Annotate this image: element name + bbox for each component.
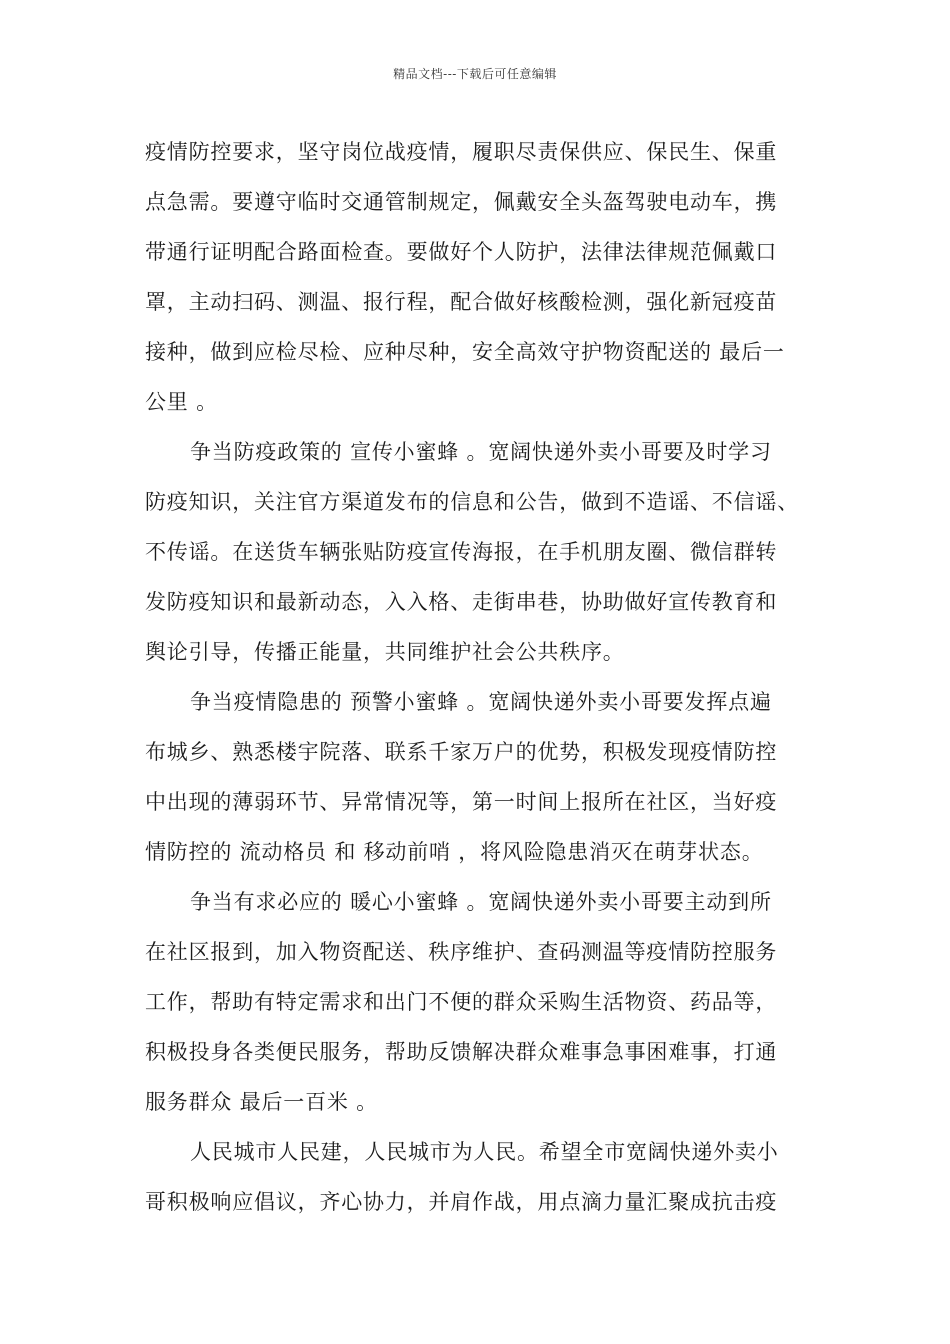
- text-line: 中出现的薄弱环节、异常情况等，第一时间上报所在社区，当好疫: [145, 790, 778, 814]
- text-line: 不传谣。在送货车辆张贴防疫宣传海报，在手机朋友圈、微信群转: [145, 540, 778, 564]
- text-line: 哥积极响应倡议，齐心协力，并肩作战，用点滴力量汇聚成抗击疫: [145, 1190, 778, 1214]
- text-line: 布城乡、熟悉楼宇院落、联系千家万户的优势，积极发现疫情防控: [145, 740, 778, 764]
- text-line: 防疫知识，关注官方渠道发布的信息和公告，做到不造谣、不信谣、: [145, 490, 799, 514]
- text-line: 工作，帮助有特定需求和出门不便的群众采购生活物资、药品等，: [145, 990, 778, 1014]
- paragraph-first-line: 争当防疫政策的 宣传小蜜蜂 。宽阔快递外卖小哥要及时学习: [190, 440, 772, 464]
- text-line: 服务群众 最后一百米 。: [145, 1090, 378, 1114]
- text-line: 疫情防控要求，坚守岗位战疫情，履职尽责保供应、保民生、保重: [145, 140, 778, 164]
- text-line: 情防控的 流动格员 和 移动前哨 ，将风险隐患消灭在萌芽状态。: [145, 840, 764, 864]
- page-header: 精品文档---下载后可任意编辑: [393, 67, 557, 81]
- paragraph-first-line: 争当疫情隐患的 预警小蜜蜂 。宽阔快递外卖小哥要发挥点遍: [190, 690, 772, 714]
- text-line: 在社区报到，加入物资配送、秩序维护、查码测温等疫情防控服务: [145, 940, 778, 964]
- text-line: 舆论引导，传播正能量，共同维护社会公共秩序。: [145, 640, 625, 664]
- paragraph-first-line: 人民城市人民建，人民城市为人民。希望全市宽阔快递外卖小: [190, 1140, 779, 1164]
- document-body: [145, 132, 810, 1232]
- text-line: 带通行证明配合路面检查。要做好个人防护，法律法律规范佩戴口: [145, 240, 778, 264]
- text-line: 点急需。要遵守临时交通管制规定，佩戴安全头盔驾驶电动车，携: [145, 190, 778, 214]
- text-line: 罩，主动扫码、测温、报行程，配合做好核酸检测，强化新冠疫苗: [145, 290, 778, 314]
- text-line: 公里 。: [145, 390, 218, 414]
- text-line: 接种，做到应检尽检、应种尽种，安全高效守护物资配送的 最后一: [145, 340, 785, 364]
- paragraph-first-line: 争当有求必应的 暖心小蜜蜂 。宽阔快递外卖小哥要主动到所: [190, 890, 772, 914]
- text-line: 发防疫知识和最新动态，入入格、走街串巷，协助做好宣传教育和: [145, 590, 778, 614]
- text-line: 积极投身各类便民服务，帮助反馈解决群众难事急事困难事，打通: [145, 1040, 778, 1064]
